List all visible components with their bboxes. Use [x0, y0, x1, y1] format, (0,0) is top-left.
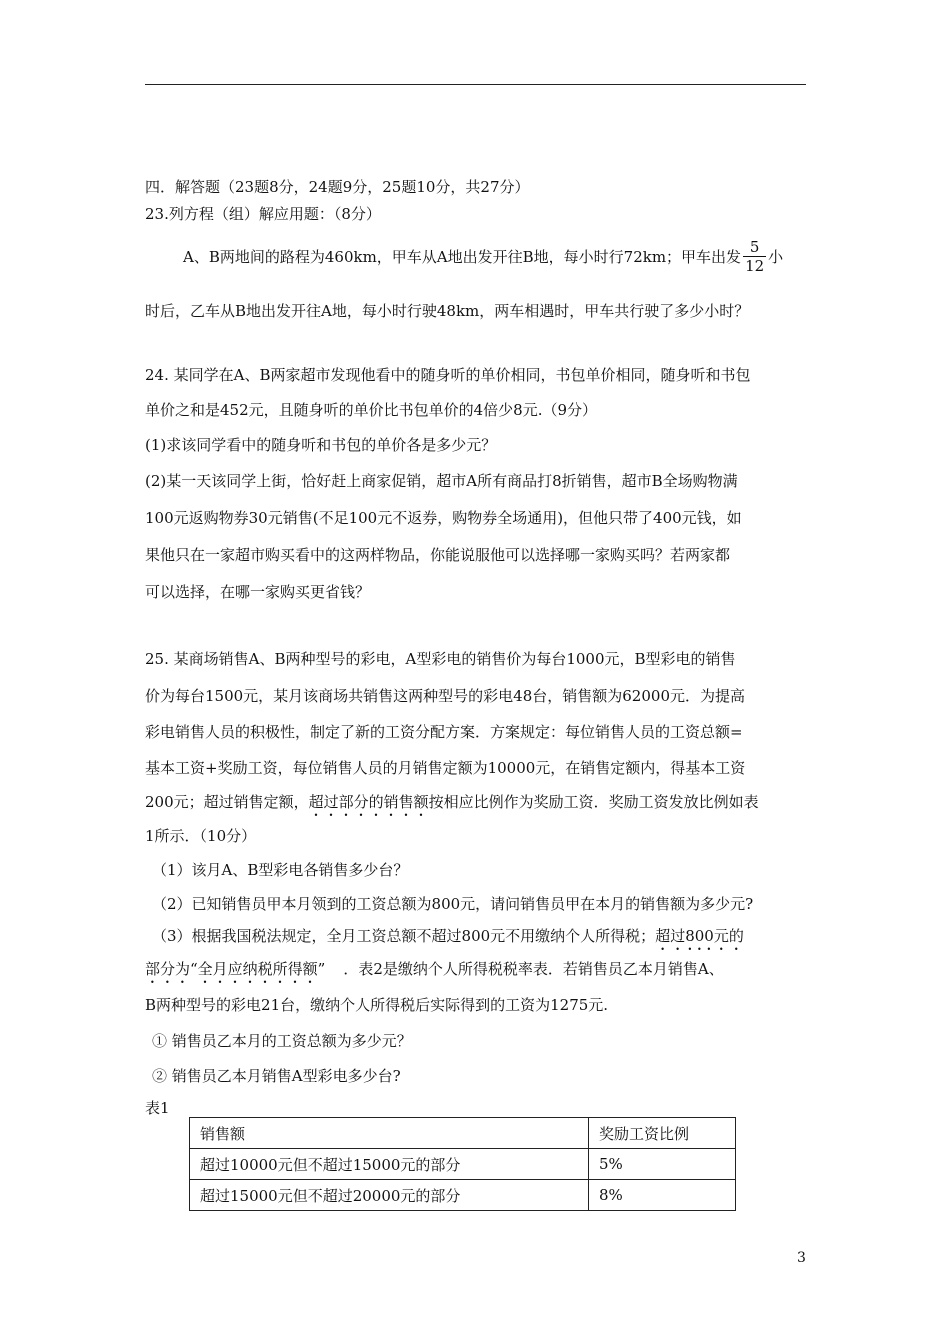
q24-part2-line1: (2)某一天该同学上街，恰好赶上商家促销，超市A所有商品打8折销售，超市B全场购物满: [145, 472, 738, 490]
q25-line2: 价为每台1500元，某月该商场共销售这两种型号的彩电48台，销售额为62000元．为提高: [145, 687, 745, 705]
q24-part1: (1)求该同学看中的随身听和书包的单价各是多少元？: [145, 436, 497, 454]
q24-line1: 24. 某同学在A、B两家超市发现他看中的随身听的单价相同，书包单价相同，随身听和书包: [145, 366, 751, 384]
section-heading: 四．解答题（23题8分，24题9分，25题10分，共27分）: [145, 178, 530, 196]
q25-line5-end: 按相应比例作为奖励工资．奖励工资发放比例如表: [428, 793, 759, 811]
emphasized-text: 超过800元的: [655, 927, 744, 945]
table-cell: 超过15000元但不超过20000元的部分: [190, 1180, 589, 1211]
q25-line7: [145, 958, 724, 987]
q24-part2-line2: 100元返购物券30元销售(不足100元不返券，购物券全场通用)，但他只带了400元钱，如: [145, 509, 742, 527]
table-cell: 8%: [589, 1180, 736, 1211]
q25-sub1: （1）该月A、B型彩电各销售多少台？: [152, 861, 409, 879]
q25-sub3-start: （3）根据我国税法规定，全月工资总额不超过800元不用缴纳个人所得税；: [152, 927, 656, 945]
q25-line8: B两种型号的彩电21台，缴纳个人所得税后实际得到的工资为1275元.: [145, 996, 609, 1014]
q25-line3: 彩电销售人员的积极性，制定了新的工资分配方案．方案规定：每位销售人员的工资总额=: [145, 723, 743, 741]
fraction-numerator: 5: [749, 237, 760, 256]
q23-line1: [183, 236, 783, 276]
q23-line2: 时后，乙车从B地出发开往A地，每小时行驶48km，两车相遇时，甲车共行驶了多少小时？: [145, 302, 750, 320]
emphasized-text: 超过部分的销售额: [308, 793, 429, 811]
q25-sub3: [152, 925, 744, 954]
table-cell: 超过10000元但不超过15000元的部分: [190, 1149, 589, 1180]
fraction: [743, 238, 766, 275]
q25-c2: ② 销售员乙本月销售A型彩电多少台?: [152, 1067, 401, 1085]
page-number: 3: [797, 1250, 806, 1266]
q25-line4: 基本工资+奖励工资，每位销售人员的月销售定额为10000元，在销售定额内，得基本工资: [145, 759, 746, 777]
table-caption: 表1: [145, 1099, 170, 1117]
q25-line1: 25. 某商场销售A、B两种型号的彩电，A型彩电的销售价为每台1000元，B型彩电的销售: [145, 650, 736, 668]
q25-line5-start: 200元；超过销售定额，: [145, 793, 309, 811]
table-1: [189, 1117, 736, 1211]
q25-line6: 1所示．（10分）: [145, 827, 257, 845]
header-rule: [145, 84, 806, 85]
table-header-cell: 奖励工资比例: [589, 1118, 736, 1149]
table-cell: 5%: [589, 1149, 736, 1180]
q25-line5: [145, 791, 759, 820]
table-header-row: [190, 1118, 736, 1149]
q23-line1-text: A、B两地间的路程为460km，甲车从A地出发开往B地，每小时行72km；甲车出发: [183, 247, 742, 266]
q23-line1-tail: 小: [768, 247, 784, 266]
q24-part2-line3: 果他只在一家超市购买看中的这两样物品，你能说服他可以选择哪一家购买吗？若两家都: [145, 546, 731, 564]
table-header-cell: 销售额: [190, 1118, 589, 1149]
q25-c1: ① 销售员乙本月的工资总额为多少元？: [152, 1032, 412, 1050]
q25-line7-end: ．表2是缴纳个人所得税税率表．若销售员乙本月销售A、: [343, 960, 724, 978]
q24-part2-line4: 可以选择，在哪一家购买更省钱？: [145, 583, 371, 601]
q23-title: 23.列方程（组）解应用题：（8分）: [145, 205, 381, 223]
q25-sub2: （2）已知销售员甲本月领到的工资总额为800元，请问销售员甲在本月的销售额为多少元?: [152, 895, 754, 913]
q24-line2: 单价之和是452元，且随身听的单价比书包单价的4倍少8元.（9分）: [145, 401, 598, 419]
emphasized-text: 部分为“全月应纳税所得额”: [145, 960, 326, 978]
table-row: [190, 1149, 736, 1180]
table-row: [190, 1180, 736, 1211]
fraction-denominator: 12: [745, 256, 765, 275]
